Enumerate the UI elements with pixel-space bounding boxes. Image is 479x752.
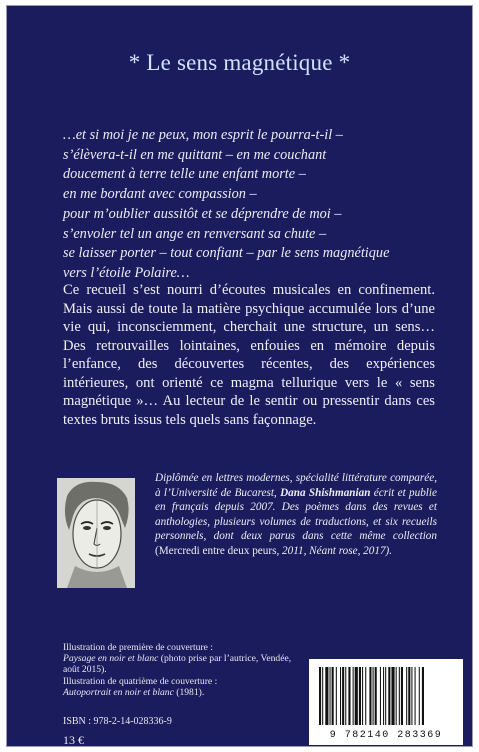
book-title: * Le sens magnétique * [128, 50, 351, 75]
poem-line: s’élèvera-t-il en me quittant – en me couchant [63, 146, 327, 163]
bio-text-part: écrit et publie en français depuis 2007. Des poèmes dans des revues et anthologies, plusieurs volumes de traductions, et six recueils personnels, dont deux parus dans cette même collection [155, 486, 437, 542]
bio-text-part: , 2017). [357, 544, 393, 557]
poem-line: se laisser porter – tout confiant – par le sens magnétique [63, 245, 390, 262]
isbn: ISBN : 978-2-14-028336-9 [63, 716, 172, 727]
illustration-credits [63, 642, 293, 698]
poem-line: vers l’étoile Polaire… [63, 264, 190, 281]
book-description: Ce recueil s’est nourri d’écoutes musicales en confinement. Mais aussi de toute la matière psychique accumulée lors d’une vie qui, inconsciemment, cherchait une structure, un sens… Des retrouvailles lointaines, enfouies en mémoire depuis l’enfance, des découvertes récentes, des expériences intérieures, ont orienté ce magma tellurique vers le « sens magnétique »… Au lecteur de le sentir ou pressentir dans ces textes bruts issus tels quels sans façonnage. [63, 282, 435, 428]
bio-text-part: , 2011, Néant rose [276, 544, 358, 557]
poem-line: doucement à terre telle une enfant morte – [63, 166, 306, 183]
front-cover-credit-label: Illustration de première de couverture : [63, 642, 213, 653]
barcode-number: 9 782140 283369 [329, 730, 443, 741]
poem-line: en me bordant avec compassion – [63, 186, 257, 203]
author-name: Dana Shishmanian [280, 486, 371, 499]
front-cover-credit-note: (photo prise par l’autrice, Vendée, août 2015). [63, 653, 292, 676]
back-cover-credit-title: Autoportrait en noir et blanc [63, 686, 174, 698]
author-portrait [57, 478, 135, 588]
back-cover-credit-label: Illustration de quatrième de couverture : [63, 675, 218, 687]
author-biography [155, 471, 437, 558]
back-cover [7, 6, 472, 746]
portrait-drawing [57, 478, 135, 588]
poem-line: s’envoler tel un ange en renversant sa chute – [63, 225, 327, 242]
barcode-bars [309, 659, 463, 729]
poem-line: pour m’oublier aussitôt et se déprendre de moi – [63, 205, 342, 222]
front-cover-credit-title: Paysage en noir et blanc [63, 653, 159, 665]
poem-line: …et si moi je ne peux, mon esprit le pourra-t-il – [63, 127, 343, 143]
price: 13 € [63, 733, 84, 746]
barcode [309, 659, 463, 745]
bio-text-part: Diplômée en lettres modernes, spécialité littérature comparée, à l’Université de Bucarest, [155, 472, 437, 499]
back-cover-credit-note: (1981). [173, 686, 205, 698]
poem-excerpt [63, 126, 423, 284]
bio-text-part: (Mercredi entre deux peurs [155, 544, 277, 557]
